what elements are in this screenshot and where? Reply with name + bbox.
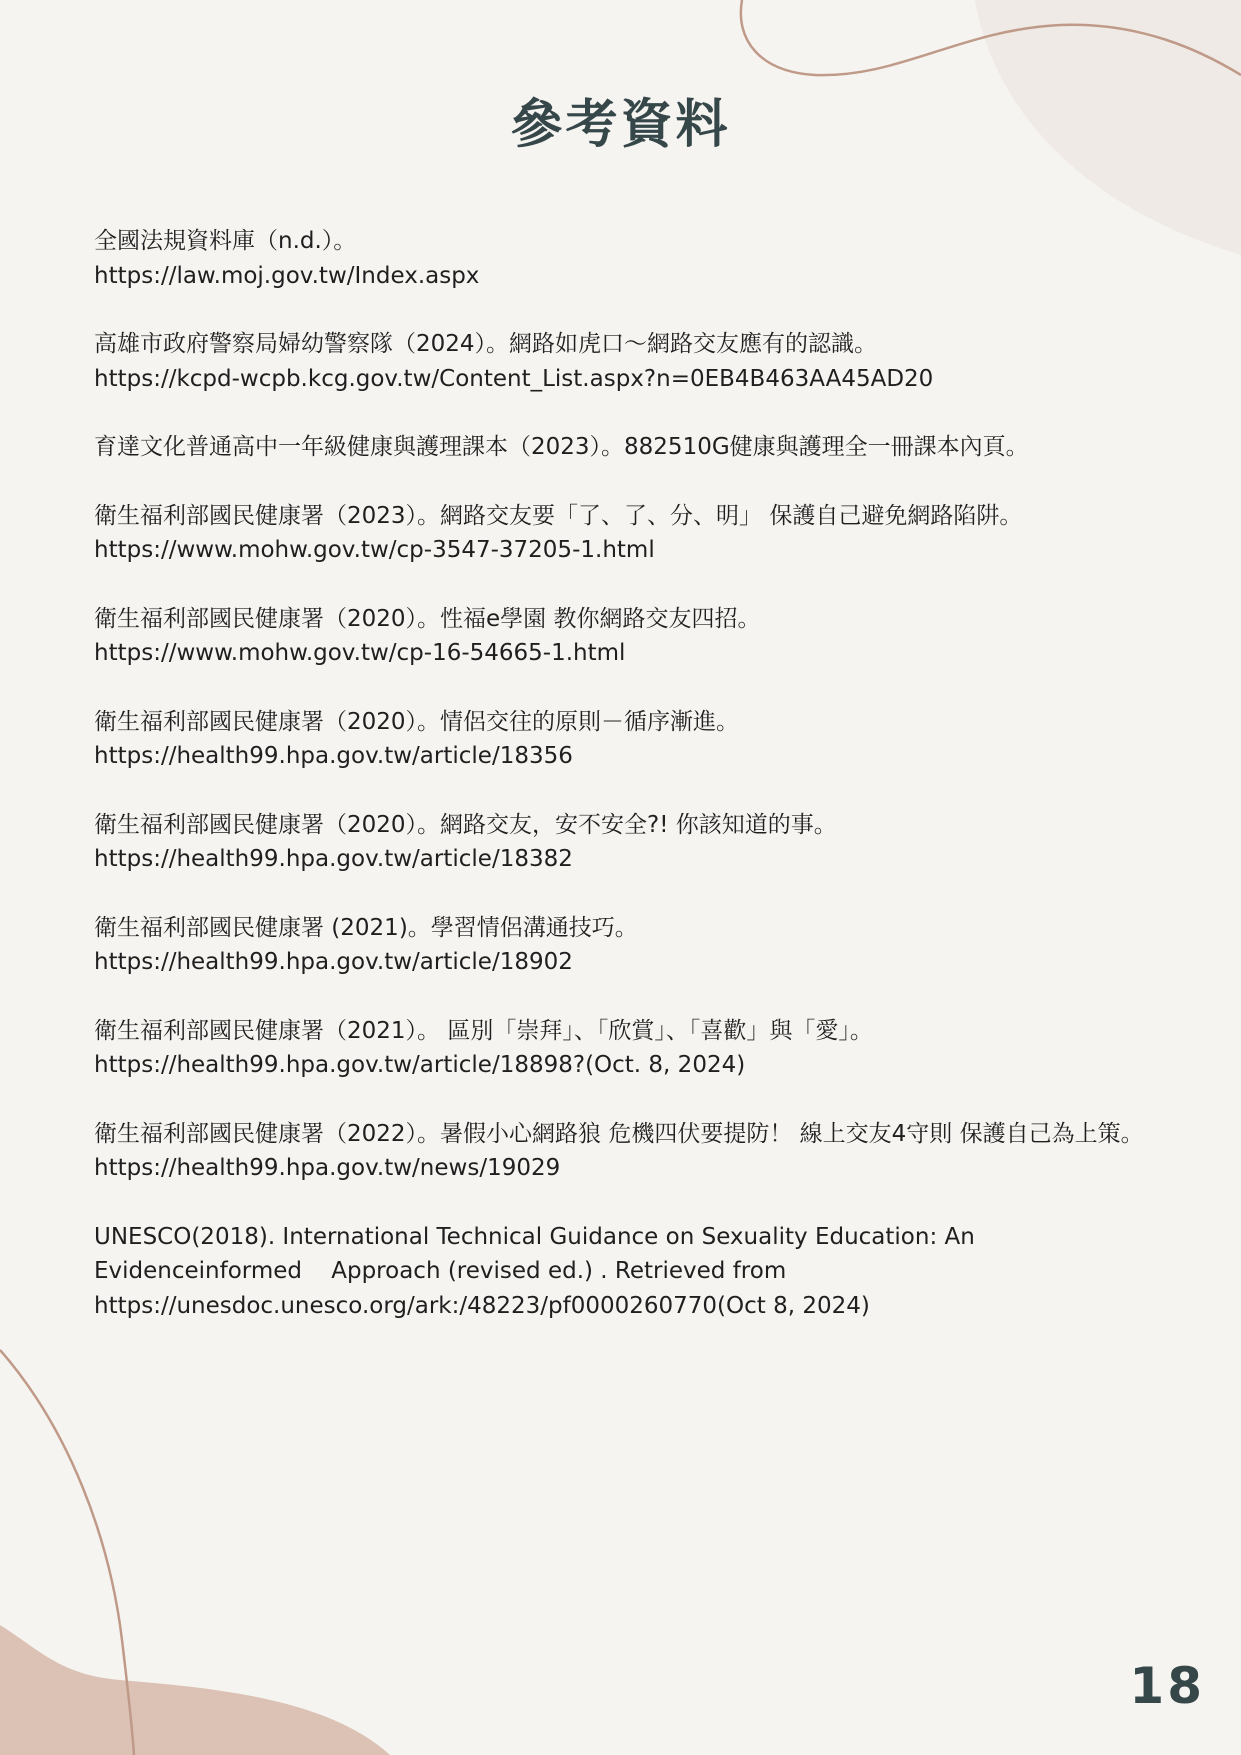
reference-item [94,499,1154,568]
reference-item [94,430,1154,465]
reference-text: 衛生福利部國民健康署（2020）。網路交友，安不安全?! 你該知道的事。 [94,811,837,838]
reference-item [94,1220,1154,1324]
reference-item [94,1014,1154,1083]
reference-text: 衛生福利部國民健康署 (2021)。學習情侶溝通技巧。 [94,914,638,941]
bottom-left-curve [0,1350,134,1755]
top-right-curve [741,0,1241,75]
reference-item [94,705,1154,774]
reference-item [94,224,1154,293]
bottom-left-blob [0,1625,390,1755]
reference-text: 衛生福利部國民健康署（2020）。性福e學園 教你網路交友四招。 [94,605,761,632]
page-title: 參考資料 [510,95,731,155]
reference-url[interactable]: https://health99.hpa.gov.tw/article/18898?(Oct. 8, 2024) [94,1052,746,1078]
reference-text: 衛生福利部國民健康署（2021）。 區別「崇拜」、「欣賞」、「喜歡」與「愛」。 [94,1017,873,1044]
reference-url[interactable]: https://www.mohw.gov.tw/cp-16-54665-1.html [94,640,626,666]
reference-text: 高雄市政府警察局婦幼警察隊（2024）。網路如虎口～網路交友應有的認識。 [94,331,878,357]
reference-item [94,911,1154,980]
reference-item [94,602,1154,671]
reference-item [94,1117,1154,1186]
reference-item [94,808,1154,877]
reference-url[interactable]: https://health99.hpa.gov.tw/article/18382 [94,846,573,872]
reference-item [94,327,1154,396]
reference-url[interactable]: https://kcpd-wcpb.kcg.gov.tw/Content_List.aspx?n=0EB4B463AA45AD20 [94,365,934,392]
reference-url[interactable]: https://law.moj.gov.tw/Index.aspx [94,262,480,289]
reference-url[interactable]: https://health99.hpa.gov.tw/article/18356 [94,743,573,769]
reference-url[interactable]: https://www.mohw.gov.tw/cp-3547-37205-1.html [94,537,655,563]
reference-list [94,224,1154,1357]
reference-text: UNESCO(2018). International Technical Guidance on Sexuality Education: An [94,1223,975,1250]
reference-text: 育達文化普通高中一年級健康與護理課本（2023）。882510G健康與護理全一冊課本內頁。 [94,434,1029,460]
reference-url[interactable]: https://health99.hpa.gov.tw/article/18902 [94,949,573,975]
reference-text: 衛生福利部國民健康署（2020）。情侶交往的原則－循序漸進。 [94,708,740,735]
reference-text: 衛生福利部國民健康署（2023）。網路交友要「了、了、分、明」 保護自己避免網路陷阱。 [94,502,1023,529]
reference-text: 衛生福利部國民健康署（2022）。暑假小心網路狼 危機四伏要提防！ 線上交友4守則 保護自己為上策。 [94,1120,1144,1147]
page-number: 18 [1129,1657,1205,1715]
reference-text: 全國法規資料庫（n.d.）。 [94,228,357,254]
reference-text: Evidenceinformed Approach (revised ed.) . Retrieved from [94,1258,787,1284]
reference-url[interactable]: https://unesdoc.unesco.org/ark:/48223/pf0000260770(Oct 8, 2024) [94,1292,870,1319]
reference-url[interactable]: https://health99.hpa.gov.tw/news/19029 [94,1155,561,1181]
